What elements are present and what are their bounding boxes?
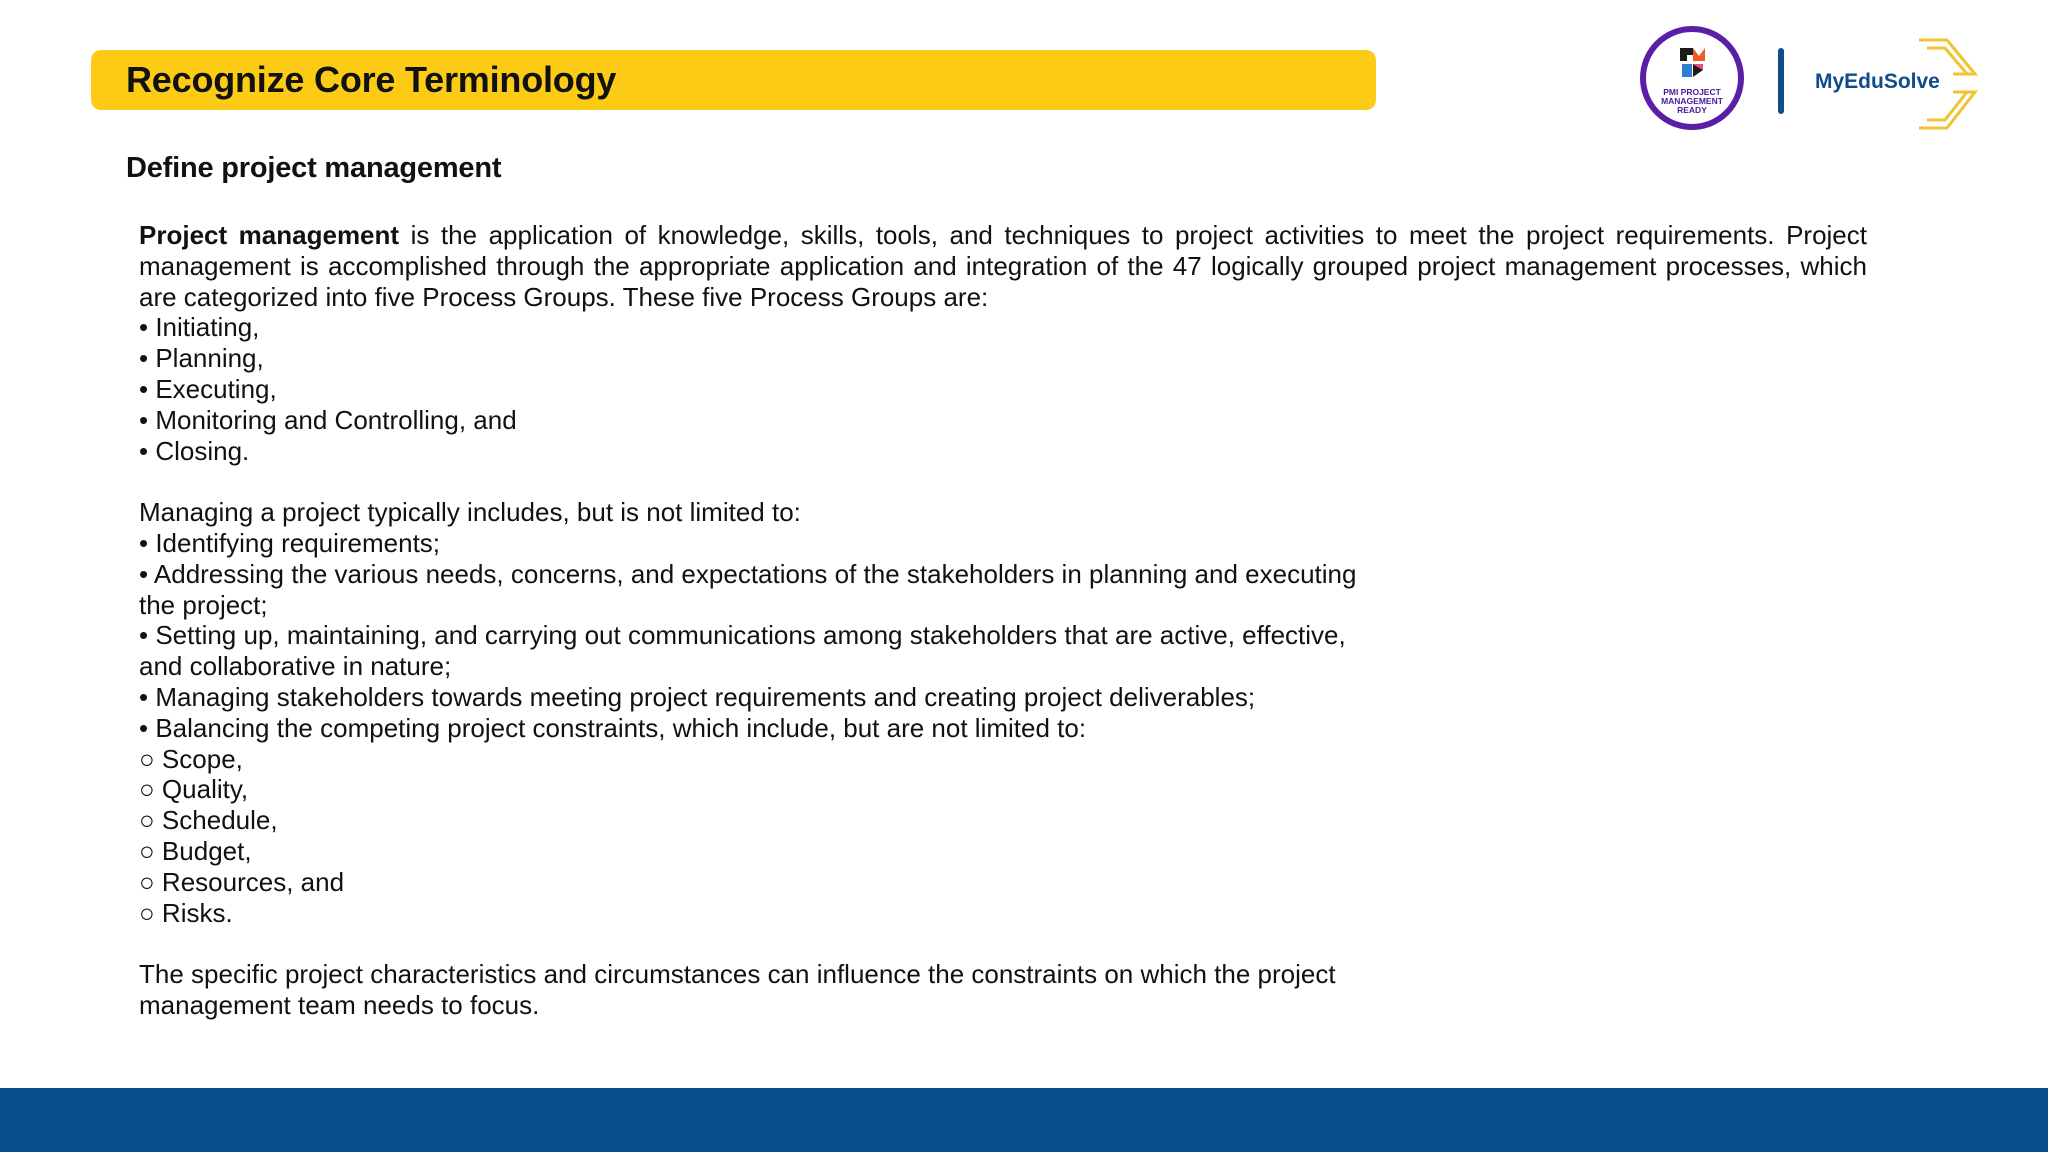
list-item: ○ Budget, <box>139 835 252 866</box>
list-item: ○ Resources, and <box>139 866 345 897</box>
logo-divider <box>1778 48 1784 114</box>
pmi-badge-text <box>1646 88 1738 115</box>
intro-definition: is the application of knowledge, skills, tools, and techniques to project activities to meet the project requirements. Project management is accomplished through the appropriate application and integration of the 47 logically grouped project management processes, which are categorized into five Process Groups. These five Process Groups are: <box>139 220 1867 312</box>
brand-chevron-icon <box>1905 34 1979 134</box>
body-text <box>139 220 1867 1021</box>
list-item: • Closing. <box>139 435 250 466</box>
pmi-badge-line: READY <box>1677 105 1707 115</box>
list-item: • Executing, <box>139 373 277 404</box>
list-item: ○ Risks. <box>139 897 233 928</box>
list-item: • Monitoring and Controlling, and <box>139 404 517 435</box>
managing-intro: Managing a project typically includes, but is not limited to: <box>139 497 801 528</box>
list-item: ○ Scope, <box>139 743 243 774</box>
paragraph-gap <box>139 928 1867 959</box>
footer-bar <box>0 1088 2048 1152</box>
list-item: • Addressing the various needs, concerns, and expectations of the stakeholders in planning and executing <box>139 558 1357 589</box>
list-item: ○ Quality, <box>139 774 249 805</box>
closing-line: The specific project characteristics and circumstances can influence the constraints on which the project <box>139 959 1336 990</box>
intro-paragraph <box>139 220 1867 312</box>
pmi-badge-line: MANAGEMENT <box>1661 96 1723 106</box>
list-item: the project; <box>139 589 268 620</box>
pmi-ready-badge <box>1640 26 1744 130</box>
section-subheading: Define project management <box>126 152 502 184</box>
title-banner <box>91 50 1376 110</box>
brand-name: MyEduSolve <box>1815 70 1940 93</box>
list-item: • Planning, <box>139 343 264 374</box>
paragraph-gap <box>139 466 1867 497</box>
list-item: • Balancing the competing project constraints, which include, but are not limited to: <box>139 712 1087 743</box>
pmi-badge-line: PMI PROJECT <box>1663 87 1721 97</box>
pmi-logo-icon <box>1680 48 1706 78</box>
intro-term: Project management <box>139 220 400 250</box>
list-item: • Setting up, maintaining, and carrying out communications among stakeholders that are active, effective, <box>139 620 1346 651</box>
logo-area <box>1640 26 1980 138</box>
slide-title: Recognize Core Terminology <box>126 59 617 100</box>
list-item: • Initiating, <box>139 312 260 343</box>
list-item: and collaborative in nature; <box>139 651 452 682</box>
list-item: • Identifying requirements; <box>139 527 441 558</box>
list-item: ○ Schedule, <box>139 805 278 836</box>
list-item: • Managing stakeholders towards meeting project requirements and creating project deliverables; <box>139 681 1256 712</box>
closing-line: management team needs to focus. <box>139 989 540 1020</box>
